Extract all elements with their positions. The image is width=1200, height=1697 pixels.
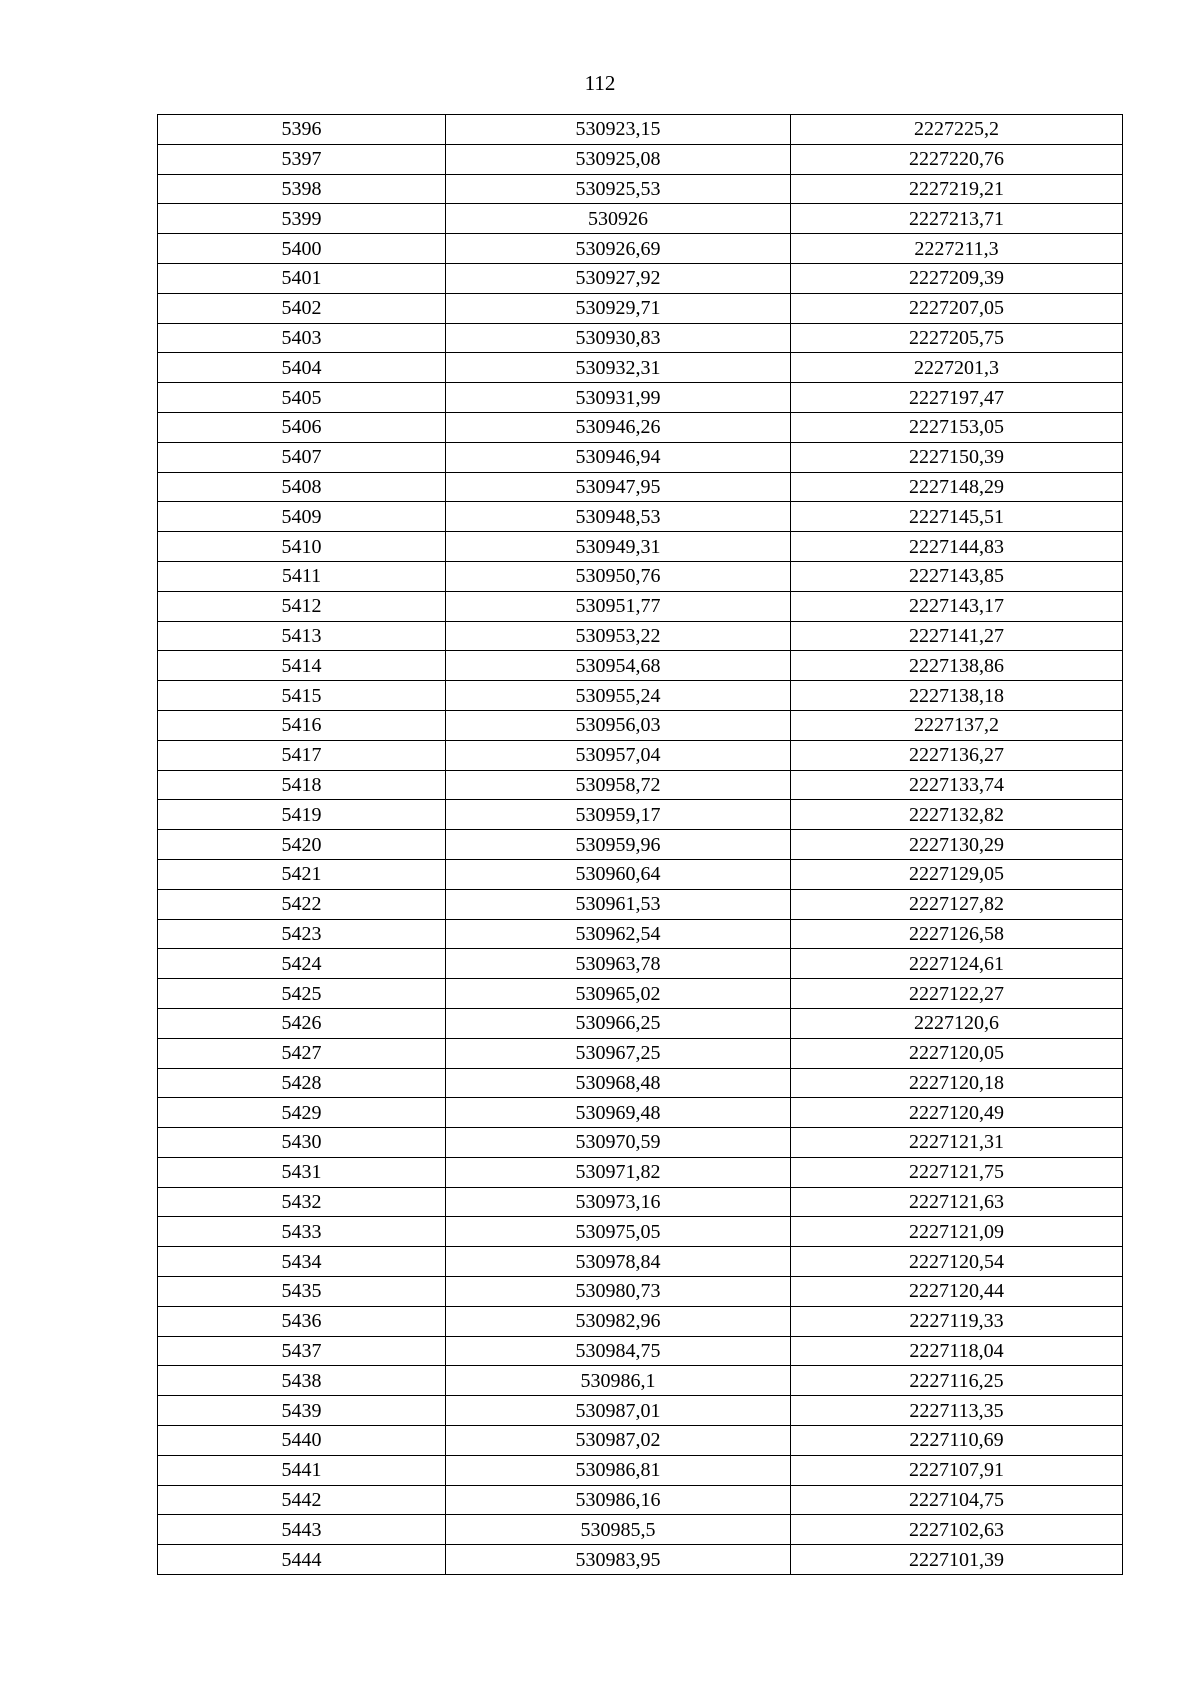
- point-number-cell: 5430: [158, 1128, 446, 1158]
- table-row: [158, 293, 1123, 323]
- table-row: [158, 144, 1123, 174]
- y-coordinate-cell: 2227118,04: [791, 1336, 1123, 1366]
- x-coordinate-cell: 530987,01: [446, 1396, 791, 1426]
- y-coordinate-cell: 2227119,33: [791, 1306, 1123, 1336]
- x-coordinate-cell: 530958,72: [446, 770, 791, 800]
- point-number-cell: 5408: [158, 472, 446, 502]
- y-coordinate-cell: 2227104,75: [791, 1485, 1123, 1515]
- point-number-cell: 5425: [158, 979, 446, 1009]
- x-coordinate-cell: 530946,94: [446, 442, 791, 472]
- table-row: [158, 234, 1123, 264]
- table-row: [158, 1187, 1123, 1217]
- table-row: [158, 830, 1123, 860]
- x-coordinate-cell: 530931,99: [446, 383, 791, 413]
- y-coordinate-cell: 2227129,05: [791, 859, 1123, 889]
- table-row: [158, 442, 1123, 472]
- table-row: [158, 174, 1123, 204]
- point-number-cell: 5432: [158, 1187, 446, 1217]
- point-number-cell: 5405: [158, 383, 446, 413]
- table-row: [158, 1426, 1123, 1456]
- x-coordinate-cell: 530985,5: [446, 1515, 791, 1545]
- table-row: [158, 1157, 1123, 1187]
- table-row: [158, 353, 1123, 383]
- point-number-cell: 5413: [158, 621, 446, 651]
- point-number-cell: 5396: [158, 115, 446, 145]
- y-coordinate-cell: 2227130,29: [791, 830, 1123, 860]
- y-coordinate-cell: 2227110,69: [791, 1426, 1123, 1456]
- x-coordinate-cell: 530926,69: [446, 234, 791, 264]
- x-coordinate-cell: 530951,77: [446, 591, 791, 621]
- x-coordinate-cell: 530929,71: [446, 293, 791, 323]
- point-number-cell: 5442: [158, 1485, 446, 1515]
- table-row: [158, 1128, 1123, 1158]
- table-row: [158, 1455, 1123, 1485]
- table-row: [158, 949, 1123, 979]
- x-coordinate-cell: 530975,05: [446, 1217, 791, 1247]
- y-coordinate-cell: 2227209,39: [791, 263, 1123, 293]
- y-coordinate-cell: 2227113,35: [791, 1396, 1123, 1426]
- x-coordinate-cell: 530950,76: [446, 561, 791, 591]
- table-row: [158, 859, 1123, 889]
- table-row: [158, 115, 1123, 145]
- y-coordinate-cell: 2227150,39: [791, 442, 1123, 472]
- y-coordinate-cell: 2227143,85: [791, 561, 1123, 591]
- table-row: [158, 383, 1123, 413]
- y-coordinate-cell: 2227120,54: [791, 1247, 1123, 1277]
- point-number-cell: 5407: [158, 442, 446, 472]
- y-coordinate-cell: 2227102,63: [791, 1515, 1123, 1545]
- y-coordinate-cell: 2227141,27: [791, 621, 1123, 651]
- y-coordinate-cell: 2227145,51: [791, 502, 1123, 532]
- y-coordinate-cell: 2227121,75: [791, 1157, 1123, 1187]
- x-coordinate-cell: 530959,17: [446, 800, 791, 830]
- y-coordinate-cell: 2227153,05: [791, 412, 1123, 442]
- y-coordinate-cell: 2227143,17: [791, 591, 1123, 621]
- x-coordinate-cell: 530980,73: [446, 1277, 791, 1307]
- point-number-cell: 5426: [158, 1008, 446, 1038]
- point-number-cell: 5411: [158, 561, 446, 591]
- x-coordinate-cell: 530947,95: [446, 472, 791, 502]
- y-coordinate-cell: 2227120,18: [791, 1068, 1123, 1098]
- x-coordinate-cell: 530967,25: [446, 1038, 791, 1068]
- x-coordinate-cell: 530925,08: [446, 144, 791, 174]
- y-coordinate-cell: 2227205,75: [791, 323, 1123, 353]
- x-coordinate-cell: 530965,02: [446, 979, 791, 1009]
- point-number-cell: 5439: [158, 1396, 446, 1426]
- coordinates-table-body: [158, 115, 1123, 1575]
- point-number-cell: 5444: [158, 1545, 446, 1575]
- point-number-cell: 5420: [158, 830, 446, 860]
- x-coordinate-cell: 530955,24: [446, 681, 791, 711]
- point-number-cell: 5410: [158, 532, 446, 562]
- table-row: [158, 472, 1123, 502]
- y-coordinate-cell: 2227120,44: [791, 1277, 1123, 1307]
- x-coordinate-cell: 530962,54: [446, 919, 791, 949]
- table-row: [158, 621, 1123, 651]
- x-coordinate-cell: 530973,16: [446, 1187, 791, 1217]
- x-coordinate-cell: 530987,02: [446, 1426, 791, 1456]
- table-row: [158, 710, 1123, 740]
- x-coordinate-cell: 530971,82: [446, 1157, 791, 1187]
- y-coordinate-cell: 2227137,2: [791, 710, 1123, 740]
- point-number-cell: 5438: [158, 1366, 446, 1396]
- y-coordinate-cell: 2227197,47: [791, 383, 1123, 413]
- y-coordinate-cell: 2227213,71: [791, 204, 1123, 234]
- table-row: [158, 1485, 1123, 1515]
- x-coordinate-cell: 530986,1: [446, 1366, 791, 1396]
- y-coordinate-cell: 2227116,25: [791, 1366, 1123, 1396]
- x-coordinate-cell: 530982,96: [446, 1306, 791, 1336]
- table-row: [158, 889, 1123, 919]
- point-number-cell: 5422: [158, 889, 446, 919]
- point-number-cell: 5398: [158, 174, 446, 204]
- table-row: [158, 1515, 1123, 1545]
- x-coordinate-cell: 530959,96: [446, 830, 791, 860]
- point-number-cell: 5399: [158, 204, 446, 234]
- table-row: [158, 323, 1123, 353]
- coordinates-table: [157, 114, 1123, 1575]
- table-row: [158, 263, 1123, 293]
- point-number-cell: 5397: [158, 144, 446, 174]
- y-coordinate-cell: 2227144,83: [791, 532, 1123, 562]
- y-coordinate-cell: 2227124,61: [791, 949, 1123, 979]
- y-coordinate-cell: 2227211,3: [791, 234, 1123, 264]
- x-coordinate-cell: 530969,48: [446, 1098, 791, 1128]
- table-row: [158, 502, 1123, 532]
- table-row: [158, 561, 1123, 591]
- x-coordinate-cell: 530925,53: [446, 174, 791, 204]
- point-number-cell: 5412: [158, 591, 446, 621]
- x-coordinate-cell: 530986,16: [446, 1485, 791, 1515]
- point-number-cell: 5414: [158, 651, 446, 681]
- x-coordinate-cell: 530948,53: [446, 502, 791, 532]
- x-coordinate-cell: 530953,22: [446, 621, 791, 651]
- y-coordinate-cell: 2227121,09: [791, 1217, 1123, 1247]
- table-row: [158, 1008, 1123, 1038]
- x-coordinate-cell: 530923,15: [446, 115, 791, 145]
- x-coordinate-cell: 530946,26: [446, 412, 791, 442]
- table-row: [158, 1247, 1123, 1277]
- table-row: [158, 1366, 1123, 1396]
- table-row: [158, 204, 1123, 234]
- point-number-cell: 5441: [158, 1455, 446, 1485]
- y-coordinate-cell: 2227133,74: [791, 770, 1123, 800]
- table-row: [158, 1068, 1123, 1098]
- x-coordinate-cell: 530930,83: [446, 323, 791, 353]
- y-coordinate-cell: 2227219,21: [791, 174, 1123, 204]
- point-number-cell: 5428: [158, 1068, 446, 1098]
- point-number-cell: 5427: [158, 1038, 446, 1068]
- table-row: [158, 800, 1123, 830]
- point-number-cell: 5437: [158, 1336, 446, 1366]
- point-number-cell: 5409: [158, 502, 446, 532]
- table-row: [158, 740, 1123, 770]
- point-number-cell: 5424: [158, 949, 446, 979]
- x-coordinate-cell: 530957,04: [446, 740, 791, 770]
- y-coordinate-cell: 2227136,27: [791, 740, 1123, 770]
- point-number-cell: 5433: [158, 1217, 446, 1247]
- y-coordinate-cell: 2227138,18: [791, 681, 1123, 711]
- x-coordinate-cell: 530968,48: [446, 1068, 791, 1098]
- point-number-cell: 5443: [158, 1515, 446, 1545]
- point-number-cell: 5403: [158, 323, 446, 353]
- table-row: [158, 591, 1123, 621]
- x-coordinate-cell: 530970,59: [446, 1128, 791, 1158]
- table-row: [158, 1098, 1123, 1128]
- point-number-cell: 5435: [158, 1277, 446, 1307]
- point-number-cell: 5415: [158, 681, 446, 711]
- y-coordinate-cell: 2227121,31: [791, 1128, 1123, 1158]
- table-row: [158, 412, 1123, 442]
- point-number-cell: 5406: [158, 412, 446, 442]
- table-row: [158, 1545, 1123, 1575]
- table-row: [158, 681, 1123, 711]
- y-coordinate-cell: 2227120,05: [791, 1038, 1123, 1068]
- point-number-cell: 5404: [158, 353, 446, 383]
- y-coordinate-cell: 2227122,27: [791, 979, 1123, 1009]
- point-number-cell: 5402: [158, 293, 446, 323]
- point-number-cell: 5436: [158, 1306, 446, 1336]
- x-coordinate-cell: 530960,64: [446, 859, 791, 889]
- point-number-cell: 5440: [158, 1426, 446, 1456]
- point-number-cell: 5416: [158, 710, 446, 740]
- x-coordinate-cell: 530961,53: [446, 889, 791, 919]
- table-row: [158, 651, 1123, 681]
- point-number-cell: 5434: [158, 1247, 446, 1277]
- table-row: [158, 1277, 1123, 1307]
- table-row: [158, 1217, 1123, 1247]
- x-coordinate-cell: 530954,68: [446, 651, 791, 681]
- x-coordinate-cell: 530932,31: [446, 353, 791, 383]
- x-coordinate-cell: 530926: [446, 204, 791, 234]
- x-coordinate-cell: 530963,78: [446, 949, 791, 979]
- point-number-cell: 5421: [158, 859, 446, 889]
- y-coordinate-cell: 2227107,91: [791, 1455, 1123, 1485]
- y-coordinate-cell: 2227121,63: [791, 1187, 1123, 1217]
- point-number-cell: 5401: [158, 263, 446, 293]
- x-coordinate-cell: 530927,92: [446, 263, 791, 293]
- x-coordinate-cell: 530986,81: [446, 1455, 791, 1485]
- table-row: [158, 979, 1123, 1009]
- x-coordinate-cell: 530966,25: [446, 1008, 791, 1038]
- table-row: [158, 1396, 1123, 1426]
- page-number: 112: [584, 71, 616, 95]
- y-coordinate-cell: 2227220,76: [791, 144, 1123, 174]
- point-number-cell: 5431: [158, 1157, 446, 1187]
- y-coordinate-cell: 2227207,05: [791, 293, 1123, 323]
- point-number-cell: 5417: [158, 740, 446, 770]
- point-number-cell: 5418: [158, 770, 446, 800]
- point-number-cell: 5419: [158, 800, 446, 830]
- x-coordinate-cell: 530949,31: [446, 532, 791, 562]
- y-coordinate-cell: 2227120,6: [791, 1008, 1123, 1038]
- table-row: [158, 770, 1123, 800]
- table-row: [158, 1038, 1123, 1068]
- x-coordinate-cell: 530983,95: [446, 1545, 791, 1575]
- y-coordinate-cell: 2227127,82: [791, 889, 1123, 919]
- y-coordinate-cell: 2227148,29: [791, 472, 1123, 502]
- table-row: [158, 1336, 1123, 1366]
- y-coordinate-cell: 2227132,82: [791, 800, 1123, 830]
- point-number-cell: 5429: [158, 1098, 446, 1128]
- point-number-cell: 5400: [158, 234, 446, 264]
- table-row: [158, 1306, 1123, 1336]
- x-coordinate-cell: 530956,03: [446, 710, 791, 740]
- y-coordinate-cell: 2227225,2: [791, 115, 1123, 145]
- table-row: [158, 532, 1123, 562]
- y-coordinate-cell: 2227201,3: [791, 353, 1123, 383]
- point-number-cell: 5423: [158, 919, 446, 949]
- table-row: [158, 919, 1123, 949]
- x-coordinate-cell: 530978,84: [446, 1247, 791, 1277]
- y-coordinate-cell: 2227126,58: [791, 919, 1123, 949]
- x-coordinate-cell: 530984,75: [446, 1336, 791, 1366]
- y-coordinate-cell: 2227120,49: [791, 1098, 1123, 1128]
- y-coordinate-cell: 2227138,86: [791, 651, 1123, 681]
- y-coordinate-cell: 2227101,39: [791, 1545, 1123, 1575]
